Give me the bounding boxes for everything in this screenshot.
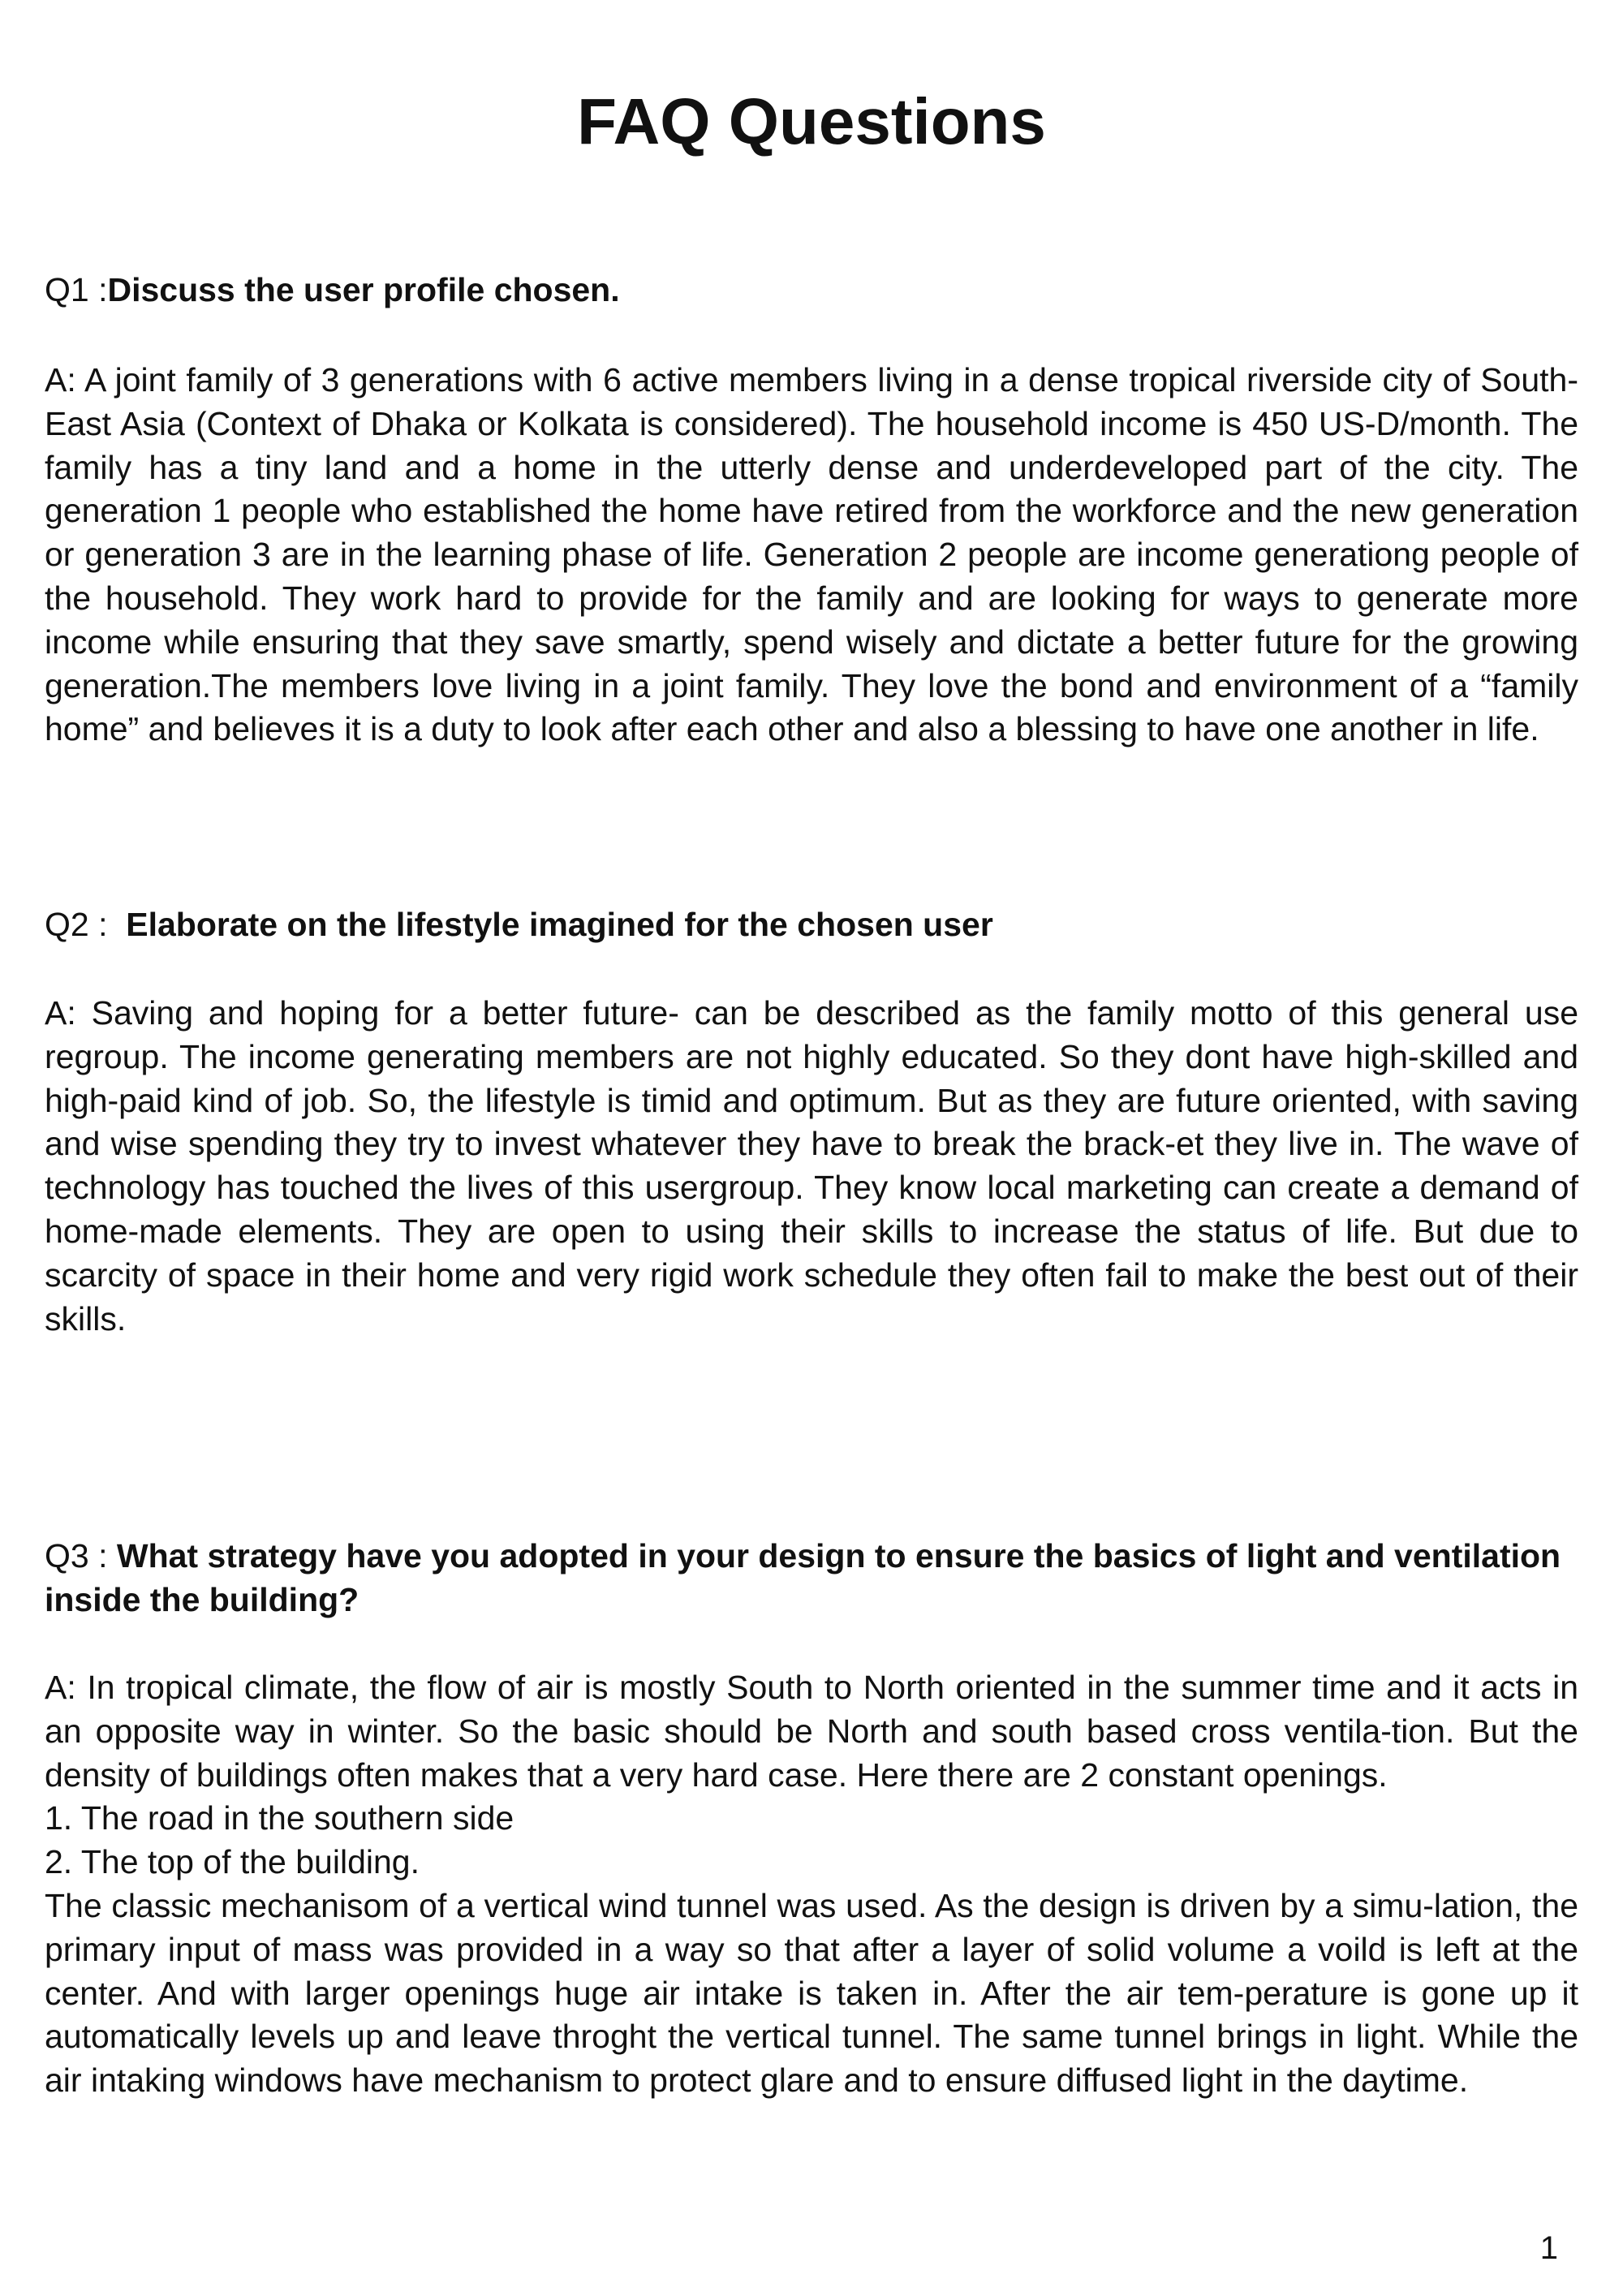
question-prefix: Q2 :: [45, 906, 127, 943]
question-text: What strategy have you adopted in your design to ensure the basics of light and ventilation inside the building?: [45, 1537, 1561, 1618]
answer-q1: A: A joint family of 3 generations with 6 active members living in a dense tropical riverside city of South-East Asia (Context of Dhaka or Kolkata is considered). The household income is 450 US-D/month. The family has a tiny land and a home in the utterly dense and underdeveloped part of the city. The generation 1 people who established the home have retired from the workforce and the new generation or generation 3 are in the learning phase of life. Generation 2 people are income generationg people of the household. They work hard to provide for the family and are looking for ways to generate more income while ensuring that they save smartly, spend wisely and dictate a better future for the growing generation.The members love living in a joint family. They love the bond and environment of a “family home” and believes it is a duty to look after each other and also a blessing to have one another in life.: [45, 361, 1578, 748]
answer-q3-block: [45, 1666, 1578, 2103]
question-prefix: Q3 :: [45, 1537, 117, 1574]
question-text: Elaborate on the lifestyle imagined for the chosen user: [126, 906, 993, 943]
question-prefix: Q1 :: [45, 271, 108, 308]
faq-item-q2: [45, 902, 1578, 946]
answer-q2: A: Saving and hoping for a better future- can be described as the family motto of this general use regroup. The income generating members are not highly educated. So they dont have high-skilled and high-paid kind of job. So, the lifestyle is timid and optimum. But as they are future oriented, with saving and wise spending they try to invest whatever they have to break the brack-et they live in. The wave of technology has touched the lives of this usergroup. They know local marketing can create a demand of home-made elements. They are open to using their skills to increase the status of life. But due to scarcity of space in their home and very rigid work schedule they often fail to make the best out of their skills.: [45, 994, 1578, 1338]
answer-q2-block: [45, 992, 1578, 1341]
page-number: 1: [1539, 2230, 1558, 2266]
faq-item-q3: [45, 1534, 1578, 1622]
faq-item-q1: [45, 268, 1578, 312]
answer-q3: [45, 1666, 1578, 2103]
question-q2: [45, 902, 1578, 946]
answer-q3-intro: A: In tropical climate, the flow of air is mostly South to North oriented in the summer time and it acts in an opposite way in winter. So the basic should be North and south based cross ventila-tion. But the density of buildings often makes that a very hard case. Here there are 2 constant openings.: [45, 1669, 1578, 1794]
question-q3: [45, 1534, 1578, 1622]
list-item: 2. The top of the building.: [45, 1843, 420, 1881]
question-q1: [45, 268, 1578, 312]
page-title: FAQ Questions: [577, 85, 1046, 157]
answer-q1-block: [45, 359, 1578, 752]
answer-q3-outro: The classic mechanisom of a vertical wind tunnel was used. As the design is driven by a simu-lation, the primary input of mass was provided in a way so that after a layer of solid volume a voild is left at the center. And with larger openings huge air intake is taken in. After the air tem-perature is gone up it automatically levels up and leave throght the vertical tunnel. The same tunnel brings in light. While the air intaking windows have mechanism to protect glare and to ensure diffused light in the daytime.: [45, 1886, 1578, 2100]
question-text: Discuss the user profile chosen.: [107, 271, 620, 308]
list-item: 1. The road in the southern side: [45, 1799, 514, 1837]
